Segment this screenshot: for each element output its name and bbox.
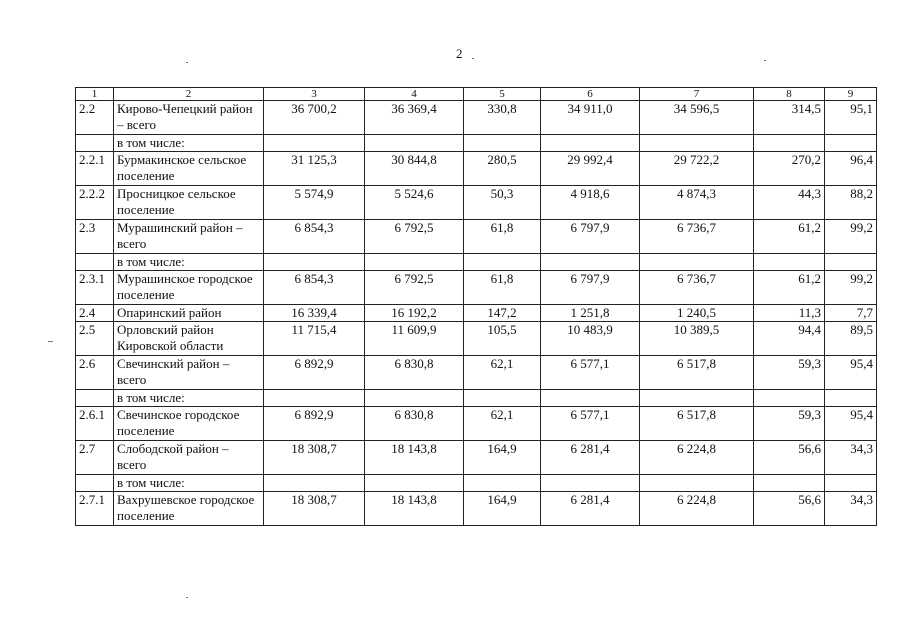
row-code: 2.2.1	[76, 152, 114, 186]
cell-value: 34 596,5	[640, 101, 754, 135]
row-code	[76, 390, 114, 407]
row-code: 2.3	[76, 220, 114, 254]
scan-speck	[186, 597, 188, 598]
cell-value: 280,5	[464, 152, 541, 186]
cell-value: 56,6	[754, 441, 825, 475]
cell-value: 95,4	[825, 407, 877, 441]
scan-speck	[472, 58, 474, 59]
cell-value: 61,2	[754, 220, 825, 254]
cell-value: 1 251,8	[541, 305, 640, 322]
cell-value: 6 792,5	[365, 271, 464, 305]
cell-value: 6 797,9	[541, 220, 640, 254]
column-number: 9	[825, 88, 877, 101]
cell-value: 36 369,4	[365, 101, 464, 135]
cell-value	[464, 254, 541, 271]
cell-value: 1 240,5	[640, 305, 754, 322]
cell-value	[264, 254, 365, 271]
cell-value: 62,1	[464, 356, 541, 390]
cell-value: 5 574,9	[264, 186, 365, 220]
cell-value: 11,3	[754, 305, 825, 322]
table-row	[76, 356, 877, 390]
row-code: 2.7	[76, 441, 114, 475]
cell-value: 6 517,8	[640, 407, 754, 441]
cell-value: 88,2	[825, 186, 877, 220]
cell-value: 95,4	[825, 356, 877, 390]
column-number: 3	[264, 88, 365, 101]
cell-value	[825, 390, 877, 407]
cell-value	[754, 475, 825, 492]
column-number: 7	[640, 88, 754, 101]
cell-value: 6 224,8	[640, 492, 754, 526]
cell-value: 6 281,4	[541, 492, 640, 526]
cell-value: 44,3	[754, 186, 825, 220]
cell-value	[640, 390, 754, 407]
cell-value	[640, 254, 754, 271]
cell-value: 6 224,8	[640, 441, 754, 475]
cell-value: 6 736,7	[640, 220, 754, 254]
cell-value: 105,5	[464, 322, 541, 356]
column-number-row	[76, 88, 877, 101]
table-row	[76, 475, 877, 492]
scan-speck	[48, 341, 53, 342]
cell-value: 16 192,2	[365, 305, 464, 322]
cell-value	[541, 390, 640, 407]
cell-value: 6 892,9	[264, 356, 365, 390]
cell-value	[541, 254, 640, 271]
column-number: 1	[76, 88, 114, 101]
cell-value: 270,2	[754, 152, 825, 186]
cell-value: 10 483,9	[541, 322, 640, 356]
row-name: Мурашинский район – всего	[114, 220, 264, 254]
row-name: Кирово-Чепецкий район – всего	[114, 101, 264, 135]
cell-value: 7,7	[825, 305, 877, 322]
budget-table	[75, 87, 877, 526]
cell-value: 99,2	[825, 220, 877, 254]
cell-value: 50,3	[464, 186, 541, 220]
row-code	[76, 254, 114, 271]
cell-value: 4 874,3	[640, 186, 754, 220]
cell-value: 30 844,8	[365, 152, 464, 186]
cell-value: 314,5	[754, 101, 825, 135]
cell-value	[640, 475, 754, 492]
cell-value: 61,8	[464, 220, 541, 254]
column-number: 8	[754, 88, 825, 101]
table-row	[76, 322, 877, 356]
row-name: Опаринский район	[114, 305, 264, 322]
cell-value: 6 797,9	[541, 271, 640, 305]
cell-value: 164,9	[464, 492, 541, 526]
cell-value: 6 830,8	[365, 356, 464, 390]
row-name: в том числе:	[114, 390, 264, 407]
cell-value	[825, 475, 877, 492]
scan-speck	[764, 60, 766, 61]
cell-value: 6 577,1	[541, 356, 640, 390]
cell-value	[365, 475, 464, 492]
cell-value	[365, 135, 464, 152]
cell-value	[541, 475, 640, 492]
cell-value: 5 524,6	[365, 186, 464, 220]
page-number: 2	[456, 46, 463, 61]
cell-value: 18 308,7	[264, 441, 365, 475]
row-name: в том числе:	[114, 475, 264, 492]
table-row	[76, 152, 877, 186]
table-row	[76, 407, 877, 441]
cell-value: 10 389,5	[640, 322, 754, 356]
cell-value: 36 700,2	[264, 101, 365, 135]
cell-value	[754, 390, 825, 407]
cell-value: 11 715,4	[264, 322, 365, 356]
cell-value	[264, 475, 365, 492]
cell-value	[464, 390, 541, 407]
scan-speck	[186, 62, 188, 63]
cell-value: 147,2	[464, 305, 541, 322]
cell-value: 6 736,7	[640, 271, 754, 305]
column-number: 4	[365, 88, 464, 101]
cell-value: 89,5	[825, 322, 877, 356]
cell-value	[365, 254, 464, 271]
cell-value	[754, 135, 825, 152]
row-name: Слободской район – всего	[114, 441, 264, 475]
cell-value: 18 143,8	[365, 441, 464, 475]
cell-value: 330,8	[464, 101, 541, 135]
cell-value: 11 609,9	[365, 322, 464, 356]
cell-value	[754, 254, 825, 271]
cell-value: 34,3	[825, 441, 877, 475]
table-row	[76, 254, 877, 271]
row-code: 2.2.2	[76, 186, 114, 220]
cell-value: 61,8	[464, 271, 541, 305]
cell-value: 16 339,4	[264, 305, 365, 322]
cell-value: 18 308,7	[264, 492, 365, 526]
cell-value: 18 143,8	[365, 492, 464, 526]
cell-value: 6 577,1	[541, 407, 640, 441]
row-code: 2.4	[76, 305, 114, 322]
table-row	[76, 135, 877, 152]
cell-value	[264, 390, 365, 407]
cell-value: 34,3	[825, 492, 877, 526]
table-row	[76, 101, 877, 135]
cell-value: 95,1	[825, 101, 877, 135]
row-code: 2.3.1	[76, 271, 114, 305]
row-name: в том числе:	[114, 254, 264, 271]
table-row	[76, 390, 877, 407]
cell-value: 94,4	[754, 322, 825, 356]
cell-value: 6 854,3	[264, 271, 365, 305]
row-name: Вахрушевское городское поселение	[114, 492, 264, 526]
table-row	[76, 305, 877, 322]
row-code	[76, 135, 114, 152]
cell-value	[825, 254, 877, 271]
row-name: Орловский район Кировской области	[114, 322, 264, 356]
row-code: 2.2	[76, 101, 114, 135]
cell-value: 61,2	[754, 271, 825, 305]
row-name: Свечинское городское поселение	[114, 407, 264, 441]
cell-value: 96,4	[825, 152, 877, 186]
cell-value	[541, 135, 640, 152]
row-code: 2.5	[76, 322, 114, 356]
table-row	[76, 492, 877, 526]
column-number: 6	[541, 88, 640, 101]
cell-value: 59,3	[754, 407, 825, 441]
cell-value: 6 517,8	[640, 356, 754, 390]
cell-value: 34 911,0	[541, 101, 640, 135]
cell-value: 56,6	[754, 492, 825, 526]
cell-value: 99,2	[825, 271, 877, 305]
cell-value	[264, 135, 365, 152]
cell-value: 6 830,8	[365, 407, 464, 441]
row-name: в том числе:	[114, 135, 264, 152]
cell-value: 164,9	[464, 441, 541, 475]
cell-value	[640, 135, 754, 152]
row-code: 2.6.1	[76, 407, 114, 441]
cell-value	[365, 390, 464, 407]
row-name: Мурашинское городское поселение	[114, 271, 264, 305]
row-name: Бурмакинское сельское поселение	[114, 152, 264, 186]
cell-value: 29 722,2	[640, 152, 754, 186]
row-code	[76, 475, 114, 492]
column-number: 5	[464, 88, 541, 101]
table-body	[76, 88, 877, 526]
table-row	[76, 441, 877, 475]
row-code: 2.7.1	[76, 492, 114, 526]
row-name: Просницкое сельское поселение	[114, 186, 264, 220]
table-row	[76, 271, 877, 305]
cell-value: 62,1	[464, 407, 541, 441]
cell-value: 6 281,4	[541, 441, 640, 475]
cell-value: 6 854,3	[264, 220, 365, 254]
table-row	[76, 186, 877, 220]
column-number: 2	[114, 88, 264, 101]
cell-value: 6 792,5	[365, 220, 464, 254]
table-row	[76, 220, 877, 254]
row-code: 2.6	[76, 356, 114, 390]
cell-value: 59,3	[754, 356, 825, 390]
cell-value	[464, 475, 541, 492]
row-name: Свечинский район – всего	[114, 356, 264, 390]
cell-value	[464, 135, 541, 152]
cell-value: 4 918,6	[541, 186, 640, 220]
cell-value: 6 892,9	[264, 407, 365, 441]
cell-value: 31 125,3	[264, 152, 365, 186]
cell-value	[825, 135, 877, 152]
cell-value: 29 992,4	[541, 152, 640, 186]
